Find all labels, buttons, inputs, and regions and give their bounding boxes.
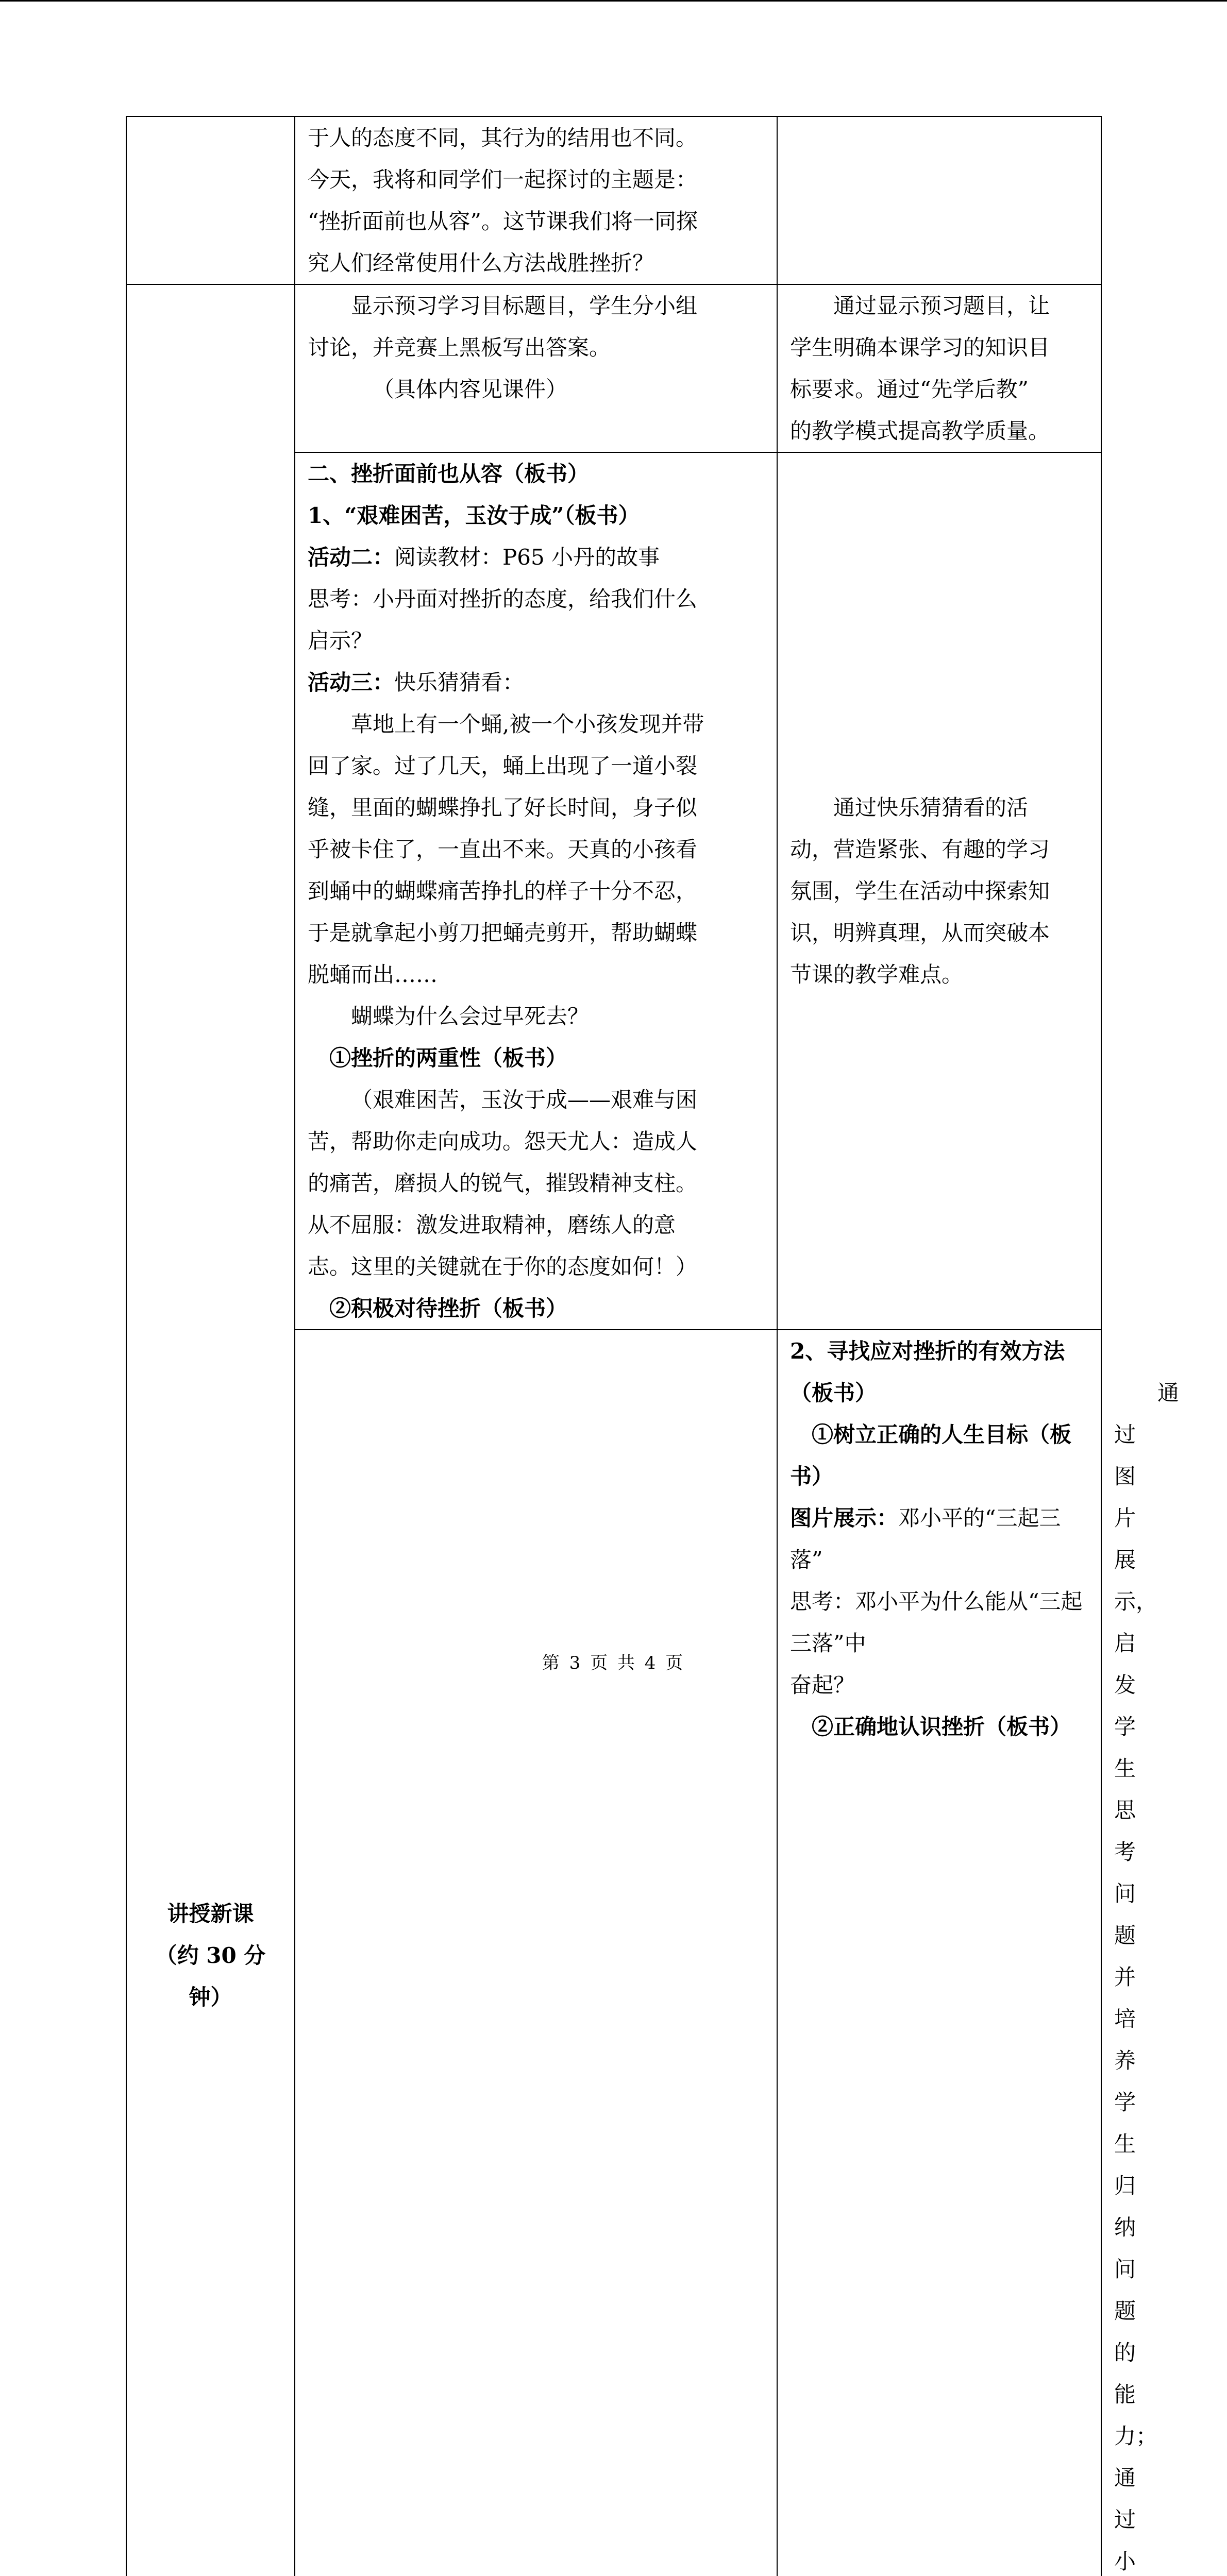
story-line: 于是就拿起小剪刀把蛹壳剪开，帮助蝴蝶 (308, 920, 698, 945)
story-line: 草地上有一个蛹,被一个小孩发现并带 (351, 711, 704, 737)
text-line: 思考：邓小平为什么能从“三起三落”中 (790, 1589, 1083, 1656)
story-line: 回了家。过了几天，蛹上出现了一道小裂 (308, 753, 698, 778)
text-line: （具体内容见课件） (373, 377, 568, 402)
text-line: 苦，帮助你走向成功。怨天尤人：造成人 (308, 1129, 698, 1154)
text-line: 快乐猜猜看： (394, 670, 525, 695)
text-line: “挫折面前也从容”。这节课我们将一同探 (308, 209, 698, 234)
purpose-line: 节课的教学难点。 (790, 962, 964, 987)
point-heading: ①树立正确的人生目标（板书） (790, 1422, 1072, 1489)
purpose-line: 动，营造紧张、有趣的学习 (790, 837, 1050, 862)
text-line: 志。这里的关键就在于你的态度如何！） (308, 1254, 698, 1279)
text-line: 从不屈服：激发进取精神，磨练人的意 (308, 1212, 676, 1238)
content-cell-section-one (295, 452, 777, 1330)
stage-cell-new-lesson (126, 284, 295, 2576)
purpose-line: 通过显示预习题目，让 (833, 293, 1050, 318)
text-line: 奋起？ (790, 1672, 855, 1698)
table-row-section-two: 2、寻找应对挫折的有效方法（板书） ①树立正确的人生目标（板书） 图片展示：邓小平的“三起三落” 思考：邓小平为什么能从“三起三落”中 奋起？ ②正确地认识挫折（板书） 通过图片展示，启发学 生思考问题并培养学生归纳 问题的能力；通过小 (126, 1330, 1101, 2576)
activity-label: 图片展示： (790, 1505, 899, 1531)
activity-label: 活动二： (308, 545, 395, 570)
subsection-heading: 2、寻找应对挫折的有效方法（板书） (790, 1338, 1065, 1405)
text-line: 的痛苦，磨损人的锐气，摧毁精神支柱。 (308, 1171, 698, 1196)
subsection-heading: 1、“艰难困苦，玉汝于成”（板书） (308, 503, 640, 528)
point-heading: ②积极对待挫折（板书） (329, 1296, 568, 1321)
story-line: 乎被卡住了，一直出不来。天真的小孩看 (308, 837, 698, 862)
point-heading: ①挫折的两重性（板书） (329, 1045, 568, 1071)
lesson-plan-table (126, 116, 1180, 2576)
text-line: 思考：小丹面对挫折的态度，给我们什么 (308, 586, 698, 612)
stage-cell-empty (295, 1330, 777, 2576)
text-line: 阅读教材：P65 小丹的故事 (394, 545, 660, 570)
purpose-cell-section-one (777, 452, 1101, 1330)
activity-label: 活动三： (308, 670, 395, 695)
text-line: 究人们经常使用什么方法战胜挫折？ (308, 250, 654, 276)
stage-cell-empty (126, 116, 295, 284)
point-heading: ②正确地认识挫折（板书） (812, 1714, 1072, 1739)
text-line: 显示预习学习目标题目，学生分小组 (351, 293, 698, 318)
section-heading: 二、挫折面前也从容（板书） (308, 461, 590, 486)
text-line: 邓小平的“三起三落” (790, 1505, 1061, 1572)
purpose-line: 识，明辨真理，从而突破本 (790, 920, 1050, 945)
purpose-cell-preview (777, 284, 1101, 452)
text-line: 今天，我将和同学们一起探讨的主题是： (308, 167, 698, 192)
question-line: 蝴蝶为什么会过早死去？ (351, 1004, 590, 1029)
story-line: 脱蛹而出…… (308, 962, 438, 987)
purpose-line: 的教学模式提高教学质量。 (790, 418, 1050, 444)
content-cell-preview (295, 284, 777, 452)
purpose-line: 学生明确本课学习的知识目 (790, 335, 1050, 360)
text-line: 讨论，并竞赛上黑板写出答案。 (308, 335, 611, 360)
text-line: （艰难困苦，玉汝于成——艰难与困 (351, 1087, 698, 1112)
story-line: 缝，里面的蝴蝶挣扎了好长时间，身子似 (308, 795, 698, 820)
table-row-intro (126, 116, 1101, 284)
stage-title: 讲授新课 (167, 1901, 254, 1926)
stage-duration: （约 30 分 (155, 1942, 266, 1968)
table-row-preview (126, 284, 1101, 452)
content-cell-section-two (777, 1330, 1101, 2576)
page-top-border (0, 0, 1227, 2)
purpose-line: 标要求。通过“先学后教” (790, 377, 1029, 402)
story-line: 到蛹中的蝴蝶痛苦挣扎的样子十分不忍， (308, 878, 698, 904)
text-line: 启示？ (308, 628, 373, 653)
stage-duration: 钟） (189, 1984, 232, 2010)
page-number-footer: 第 3 页 共 4 页 (542, 1653, 685, 1673)
text-line: 于人的态度不同，其行为的结用也不同。 (308, 125, 698, 150)
content-cell-intro (295, 116, 777, 284)
purpose-line: 氛围，学生在活动中探索知 (790, 878, 1050, 904)
purpose-cell-empty (777, 116, 1101, 284)
purpose-line: 通过快乐猜猜看的活 (833, 795, 1029, 820)
